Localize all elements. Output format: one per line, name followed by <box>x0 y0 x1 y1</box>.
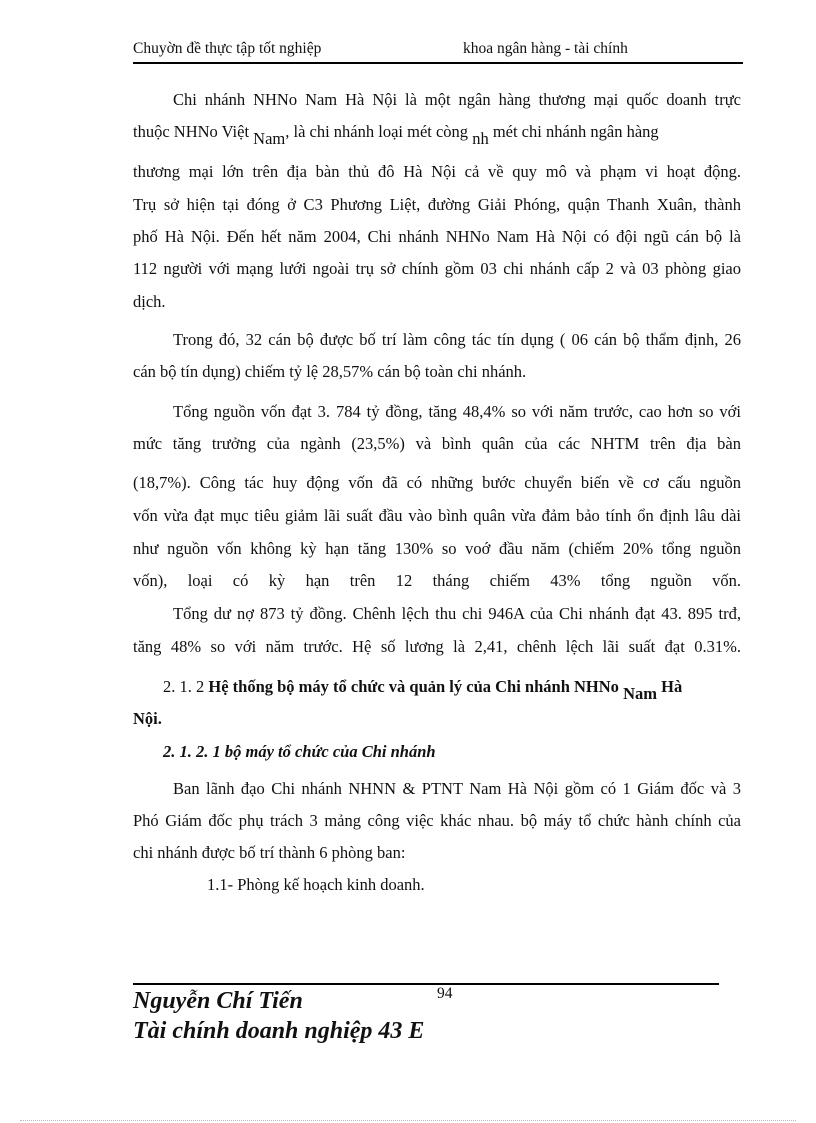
text-line: như nguồn vốn không kỳ hạn tăng 130% so voớ đầu năm (chiếm 20% tổng nguồn <box>133 539 741 558</box>
footer-divider <box>133 983 719 985</box>
page-number: 94 <box>437 985 453 1002</box>
text-line: Trụ sở hiện tại đóng ở C3 Phương Liệt, đường Giải Phóng, quận Thanh Xuân, thành <box>133 195 741 214</box>
text-line: Tổng nguồn vốn đạt 3. 784 tỷ đồng, tăng 48,4% so với năm trước, cao hơn so với <box>173 402 741 421</box>
text-line: vốn), loại có kỳ hạn trên 12 tháng chiếm 43% tổng nguồn vốn. <box>133 571 741 590</box>
text-subscript: Nam <box>253 129 286 148</box>
text-line: thương mại lớn trên địa bàn thủ đô Hà Nội cả về quy mô và phạm vi hoạt động. <box>133 162 741 181</box>
section-title-line-2: Nội. <box>133 709 162 728</box>
section-title-end: Hà <box>661 677 683 696</box>
section-heading-line <box>163 677 741 703</box>
text-line: Trong đó, 32 cán bộ được bố trí làm công tác tín dụng ( 06 cán bộ thẩm định, 26 <box>173 330 741 349</box>
text-line <box>133 122 659 148</box>
text-line: phố Hà Nội. Đến hết năm 2004, Chi nhánh NHNo Nam Hà Nội có đội ngũ cán bộ là <box>133 227 741 246</box>
text-span: thuộc NHNo Việt <box>133 122 250 141</box>
text-line: Tổng dư nợ 873 tỷ đồng. Chênh lệch thu chi 946A của Chi nhánh đạt 43. 895 trđ, <box>173 604 741 623</box>
text-line: chi nhánh được bố trí thành 6 phòng ban: <box>133 843 406 862</box>
text-span: , là chi nhánh loại mét còng <box>285 122 469 141</box>
text-line: dịch. <box>133 292 166 311</box>
text-line: Phó Giám đốc phụ trách 3 mảng công việc khác nhau. bộ máy tổ chức hành chính của <box>133 811 741 830</box>
text-line: (18,7%). Công tác huy động vốn đã có những bước chuyển biến về cơ cấu nguồn <box>133 473 741 492</box>
text-line: cán bộ tín dụng) chiếm tỷ lệ 28,57% cán bộ toàn chi nhánh. <box>133 362 527 381</box>
author-class: Tài chính doanh nghiệp 43 E <box>133 1018 425 1044</box>
text-line: tăng 48% so với năm trước. Hệ số lương là 2,41, chênh lệch lãi suất đạt 0.31%. <box>133 637 741 656</box>
section-title: Hệ thống bộ máy tổ chức và quản lý của Chi nhánh NHNo <box>208 677 619 696</box>
header-left-title: Chuyờn đề thực tập tốt nghiệp <box>133 40 322 57</box>
list-item: 1.1- Phòng kế hoạch kinh doanh. <box>207 875 425 894</box>
page-bottom-edge <box>20 1120 796 1121</box>
subsection-heading: 2. 1. 2. 1 bộ máy tổ chức của Chi nhánh <box>163 742 436 761</box>
header-divider <box>133 62 743 64</box>
text-line: Ban lãnh đạo Chi nhánh NHNN & PTNT Nam Hà Nội gồm có 1 Giám đốc và 3 <box>173 779 741 798</box>
section-number: 2. 1. 2 <box>163 677 205 696</box>
text-span: mét chi nhánh ngân hàng <box>492 122 659 141</box>
section-title-subscript: Nam <box>623 684 657 703</box>
text-line: Chi nhánh NHNo Nam Hà Nội là một ngân hàng thương mại quốc doanh trực <box>173 90 741 109</box>
header-right-title: khoa ngân hàng - tài chính <box>463 40 628 57</box>
text-subscript: nh <box>472 129 489 148</box>
text-line: 112 người với mạng lưới ngoài trụ sở chính gồm 03 chi nhánh cấp 2 và 03 phòng giao <box>133 259 741 278</box>
page-header <box>133 40 743 64</box>
text-line: vốn vừa đạt mục tiêu giảm lãi suất đầu vào bình quân vừa đảm bảo tính ổn định lâu dài <box>133 506 741 525</box>
text-line: mức tăng trưởng của ngành (23,5%) và bình quân của các NHTM trên địa bàn <box>133 434 741 453</box>
author-name: Nguyễn Chí Tiến <box>133 988 303 1014</box>
